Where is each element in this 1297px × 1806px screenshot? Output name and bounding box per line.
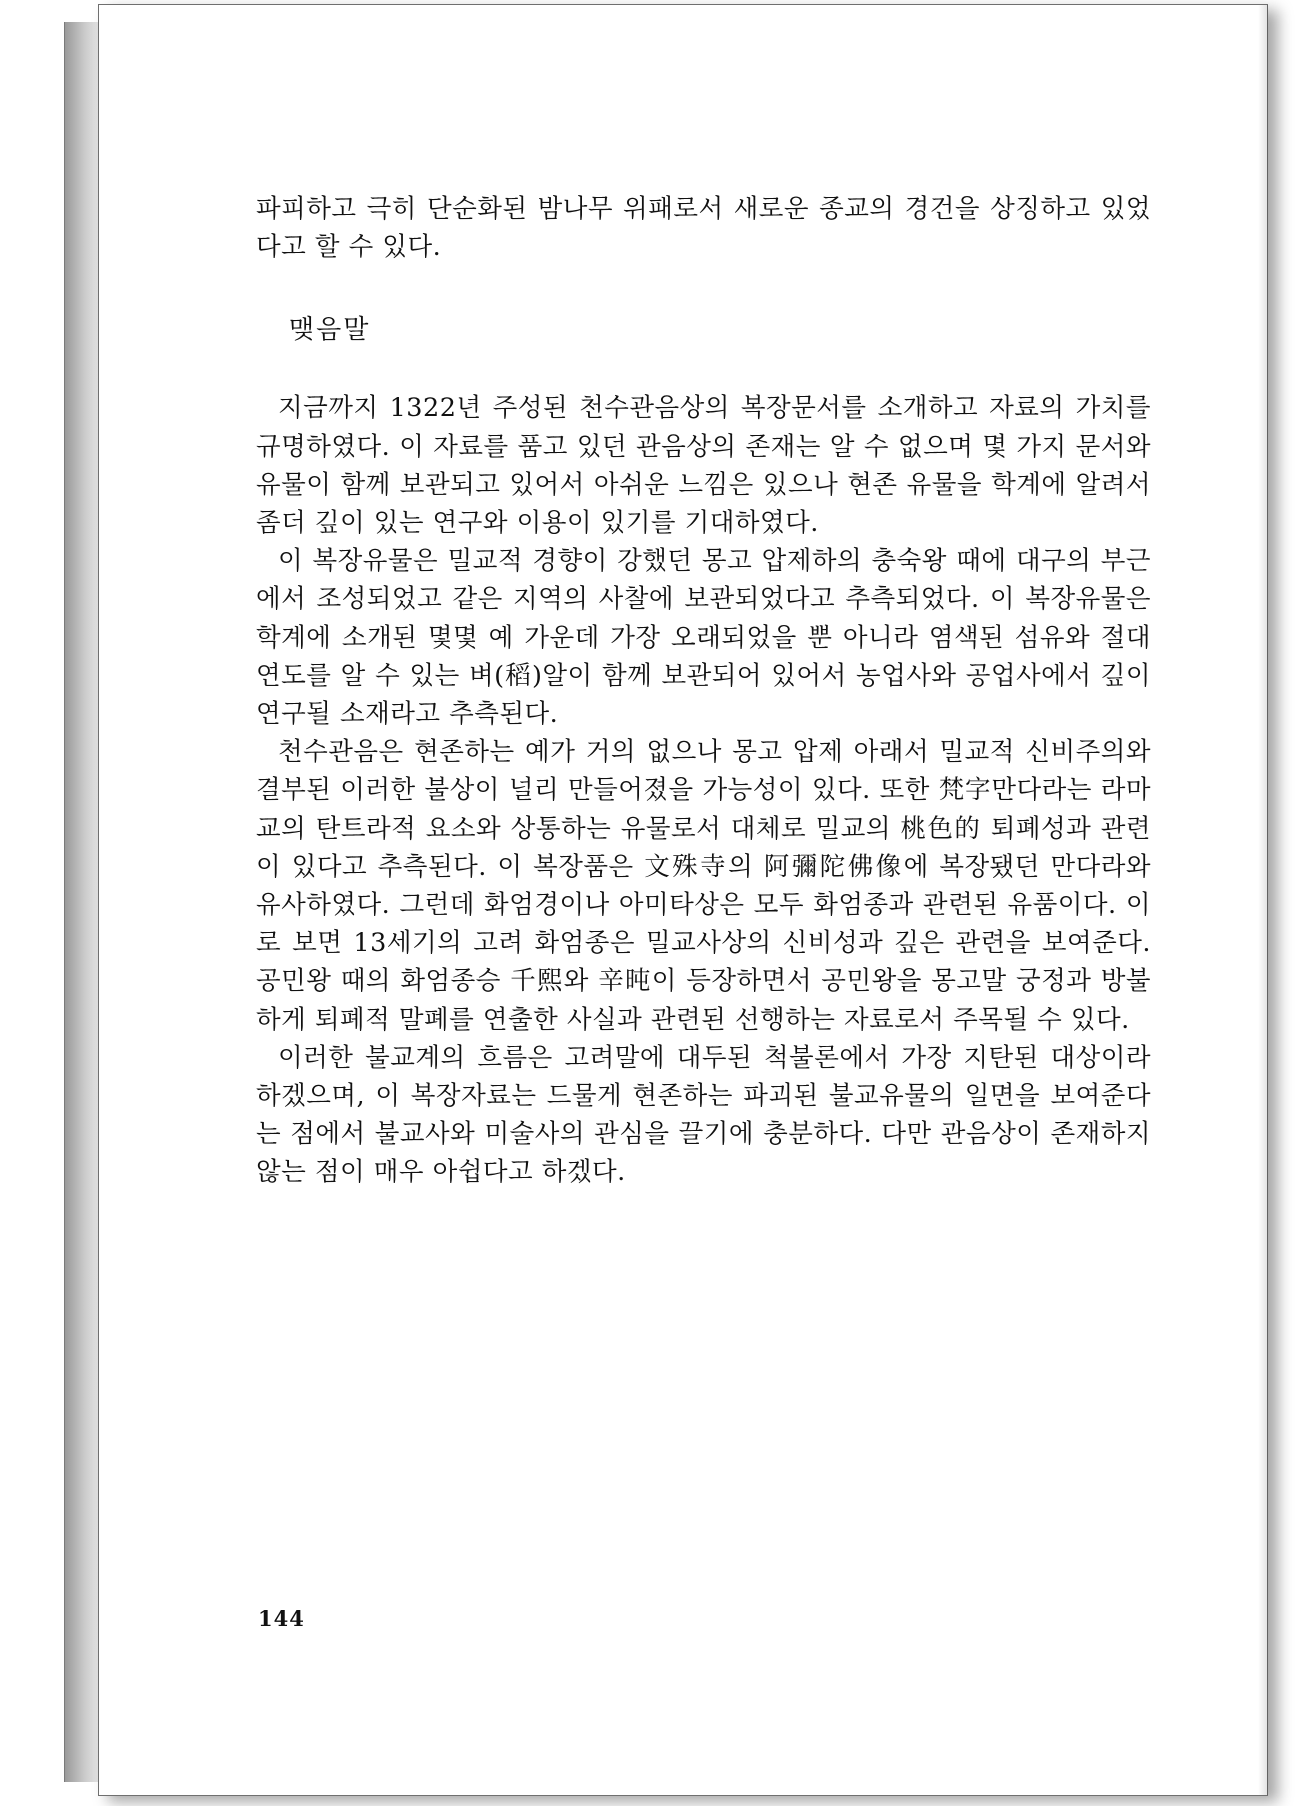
- book-spine: [64, 22, 99, 1782]
- body-paragraph: 지금까지 1322년 주성된 천수관음상의 복장문서를 소개하고 자료의 가치를 규명하였다. 이 자료를 품고 있던 관음상의 존재는 알 수 없으며 몇 가지 문서와 유물이 함께 보관되고 있어서 아쉬운 느낌은 있으나 현존 유물을 학계에 알려서 좀더 깊이 있는 연구와 이용이 있기를 기대하였다.: [256, 393, 1151, 539]
- body-paragraph: 이러한 불교계의 흐름은 고려말에 대두된 척불론에서 가장 지탄된 대상이라 하겠으며, 이 복장자료는 드물게 현존하는 파괴된 불교유물의 일면을 보여준다는 점에서 불교사와 미술사의 관심을 끌기에 충분하다. 다만 관음상이 존재하지 않는 점이 매우 아쉽다고 하겠다.: [256, 1042, 1151, 1188]
- continuation-paragraph: 파피하고 극히 단순화된 밤나무 위패로서 새로운 종교의 경건을 상징하고 있었다고 할 수 있다.: [256, 194, 1151, 263]
- section-heading: 맺음말: [289, 315, 371, 346]
- page-number: 144: [258, 1606, 305, 1631]
- body-paragraph: 이 복장유물은 밀교적 경향이 강했던 몽고 압제하의 충숙왕 때에 대구의 부근에서 조성되었고 같은 지역의 사찰에 보관되었다고 추측되었다. 이 복장유물은 학계에 소개된 몇몇 예 가운데 가장 오래되었을 뿐 아니라 염색된 섬유와 절대연도를 알 수 있는 벼(稻)알이 함께 보관되어 있어서 농업사와 공업사에서 깊이 연구될 소재라고 추측된다.: [256, 546, 1151, 730]
- page-body: [256, 190, 1151, 1192]
- body-paragraph: 천수관음은 현존하는 예가 거의 없으나 몽고 압제 아래서 밀교적 신비주의와 결부된 이러한 불상이 널리 만들어졌을 가능성이 있다. 또한 梵字만다라는 라마교의 탄트라적 요소와 상통하는 유물로서 대체로 밀교의 桃色的 퇴폐성과 관련이 있다고 추측된다. 이 복장품은 文殊寺의 阿彌陀佛像에 복장됐던 만다라와 유사하였다. 그런데 화엄경이나 아미타상은 모두 화엄종과 관련된 유품이다. 이로 보면 13세기의 고려 화엄종은 밀교사상의 신비성과 깊은 관련을 보여준다. 공민왕 때의 화엄종승 千熙와 辛旽이 등장하면서 공민왕을 몽고말 궁정과 방불하게 퇴폐적 말폐를 연출한 사실과 관련된 선행하는 자료로서 주목될 수 있다.: [256, 737, 1151, 1035]
